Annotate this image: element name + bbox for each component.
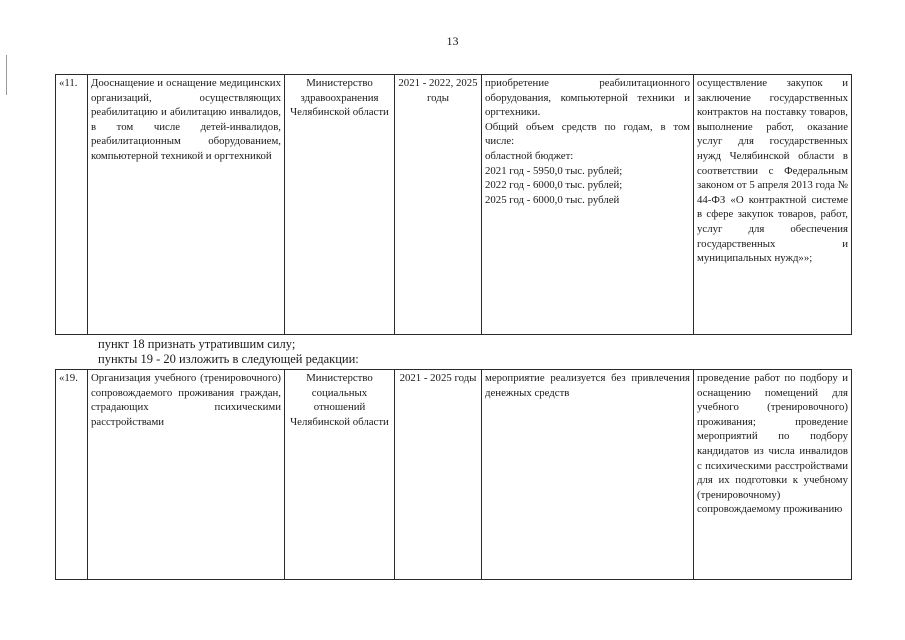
margin-mark [6,55,7,95]
cell-activity: Дооснащение и оснащение медицинских организаций, осуществляющих реабилитацию и абилитацию инвалидов, в том числе детей-инвалидов, реабилитационным оборудованием, компьютерной техникой и оргтехникой [88,75,285,335]
funding-line: 2021 год - 5950,0 тыс. рублей; [485,164,623,177]
amendment-line-2: пункты 19 - 20 изложить в следующей редакции: [98,352,359,366]
cell-result: осуществление закупок и заключение государственных контрактов на поставку товаров, выполнение работ, оказание услуг для государственных нужд Челябинской области в соответствии с Федеральным законом от 5 апреля 2013 года № 44-ФЗ «О контрактной системе в сфере закупок товаров, работ, услуг для обеспечения государственных и муниципальных нужд»»; [694,75,852,335]
cell-funding: мероприятие реализуется без привлечения денежных средств [482,370,694,580]
table-row [56,370,852,580]
funding-line: 2022 год - 6000,0 тыс. рублей; [485,179,623,192]
cell-period: 2021 - 2025 годы [395,370,482,580]
cell-result: проведение работ по подбору и оснащению помещений для учебного (тренировочного) проживания; проведение мероприятий по подбору кандидатов из числа инвалидов с психическими расстройствами для их подготовки к учебному (тренировочному) сопровождаемому проживанию [694,370,852,580]
cell-executor: Министерство социальных отношений Челябинской области [285,370,395,580]
page-number: 13 [446,34,459,48]
program-table-row-19 [55,369,852,580]
cell-funding [482,75,694,335]
cell-number: «11. [56,75,88,335]
funding-line: Общий объем средств по годам, в том числе: [485,120,690,148]
funding-line: приобретение реабилитационного оборудования, компьютерной техники и оргтехники. [485,77,690,119]
cell-executor: Министерство здравоохранения Челябинской области [285,75,395,335]
funding-line: 2025 год - 6000,0 тыс. рублей [485,193,620,206]
cell-number: «19. [56,370,88,580]
funding-line: областной бюджет: [485,149,574,162]
program-table-row-11 [55,74,852,335]
amendment-line-1: пункт 18 признать утратившим силу; [98,337,296,351]
cell-period: 2021 - 2022, 2025 годы [395,75,482,335]
cell-activity: Организация учебного (тренировочного) сопровождаемого проживания граждан, страдающих психическими расстройствами [88,370,285,580]
table-row [56,75,852,335]
